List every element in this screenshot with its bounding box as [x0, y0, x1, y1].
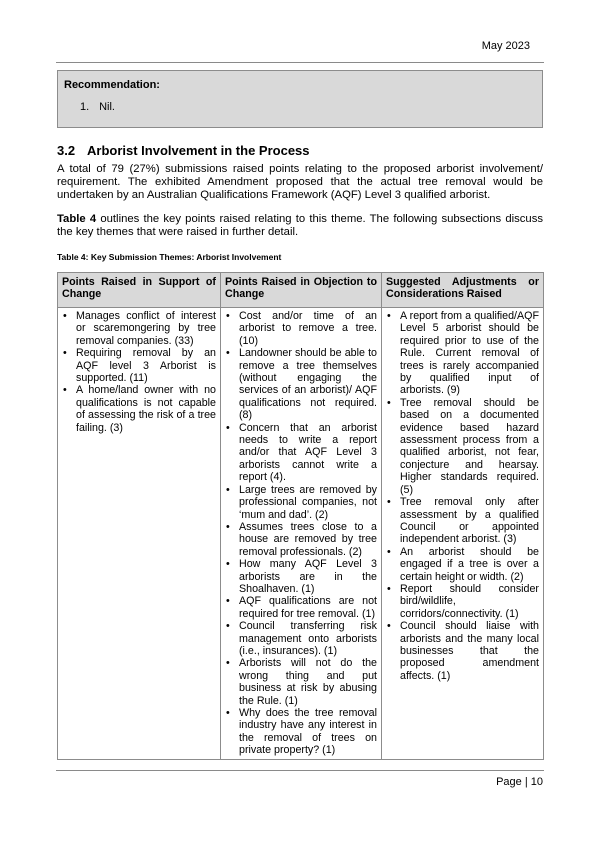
list-item-text: AQF qualifications are not required for tree removal. (1): [239, 595, 377, 620]
list-item-text: Report should consider bird/wildlife, corridors/connectivity. (1): [400, 582, 539, 620]
list-item: [223, 347, 377, 421]
list-item: [384, 496, 539, 546]
section-heading: [57, 143, 310, 158]
header-date: May 2023: [481, 40, 530, 52]
list-item-text: Council should liaise with arborists and the many local businesses that the proposed amendment affects. (1): [400, 620, 539, 682]
list-item: [223, 620, 377, 657]
list-item-text: Tree removal should be based on a documented evidence based hazard assessment process from a qualified arborist, not fear, conjecture and hearsay. Higher standards required. (5): [400, 396, 539, 496]
list-item: [223, 558, 377, 595]
bullet-icon: •: [226, 595, 230, 608]
list-item-text: Why does the tree removal industry have any interest in the removal of trees on private property? (1): [239, 707, 377, 757]
list-item: [384, 310, 539, 397]
page-number: Page | 10: [496, 776, 543, 788]
themes-table: [57, 272, 544, 760]
bullet-icon: •: [226, 558, 230, 571]
bullet-icon: •: [226, 310, 230, 322]
list-item-text: A report from a qualified/AQF Level 5 arborist should be required prior to use of the Rule. Current removal of trees is rarely accompanied by qualified input of arborists. (9): [400, 310, 539, 397]
header-objection: Points Raised in Objection to Change: [221, 273, 382, 308]
recommendation-item-number: 1.: [80, 101, 90, 113]
table-caption: Table 4: Key Submission Themes: Arborist Involvement: [57, 252, 282, 262]
list-item: [384, 546, 539, 583]
list-item: [384, 397, 539, 496]
bullet-icon: •: [226, 421, 230, 434]
list-item-text: A home/land owner with no qualifications is not capable of assessing the risk of a tree failing. (3): [76, 384, 216, 434]
list-item: [223, 484, 377, 521]
objection-list: [223, 310, 377, 757]
list-item-text: Landowner should be able to remove a tree themselves (without engaging the services of an arborist)/ AQF qualifications not required. (8): [239, 347, 377, 422]
list-item-text: Large trees are removed by professional companies, not ‘mum and dad’. (2): [239, 483, 377, 521]
bullet-icon: •: [387, 582, 391, 595]
section-number: 3.2: [57, 143, 76, 158]
header-adjustments: Suggested Adjustments or Considerations Raised: [382, 273, 544, 308]
footer-divider: [56, 770, 544, 771]
list-item-text: Council transferring risk management onto arborists (i.e., insurances). (1): [239, 620, 377, 657]
recommendation-box: [57, 70, 543, 128]
list-item: [223, 595, 377, 620]
paragraph-2-text: outlines the key points raised relating to this theme. The following subsections discuss the key themes that were raised in further detail.: [57, 213, 543, 238]
list-item-text: How many AQF Level 3 arborists are in the Shoalhaven. (1): [239, 558, 377, 595]
list-item: [223, 310, 377, 347]
list-item-text: Arborists will not do the wrong thing and put business at risk by abusing the Rule. (1): [239, 657, 377, 707]
header-support: Points Raised in Support of Change: [58, 273, 221, 308]
bullet-icon: •: [63, 310, 67, 322]
bullet-icon: •: [387, 310, 391, 322]
adjustments-cell: [382, 308, 544, 760]
section-paragraph-2: [57, 213, 543, 239]
bullet-icon: •: [226, 657, 230, 670]
list-item-text: Assumes trees close to a house are removed by tree removal professionals. (2): [239, 520, 377, 558]
list-item: [60, 384, 216, 434]
list-item-text: Manages conflict of interest or scaremongering by tree removal companies. (33): [76, 310, 216, 347]
bullet-icon: •: [63, 384, 67, 397]
list-item-text: Cost and/or time of an arborist to remove a tree. (10): [239, 310, 377, 347]
support-list: [60, 310, 216, 434]
list-item-text: Tree removal only after assessment by a qualified Council or appointed independent arborist. (3): [400, 496, 539, 546]
bullet-icon: •: [226, 347, 230, 360]
list-item-text: Concern that an arborist needs to write a report and/or that AQF Level 3 arborists cannot write a report (4).: [239, 421, 377, 484]
list-item: [223, 657, 377, 707]
bullet-icon: •: [226, 620, 230, 633]
list-item: [223, 422, 377, 484]
table-header-row: [58, 273, 544, 308]
recommendation-item: [80, 101, 115, 113]
objection-cell: [221, 308, 382, 760]
adjustments-list: [384, 310, 539, 682]
list-item-text: Requiring removal by an AQF level 3 Arborist is supported. (11): [76, 347, 216, 385]
bullet-icon: •: [226, 520, 230, 533]
list-item: [384, 583, 539, 620]
list-item: [384, 620, 539, 682]
section-paragraph-1: A total of 79 (27%) submissions raised points relating to the proposed arborist involvement/ requirement. The exhibited Amendment proposed that the actual tree removal would be undertaken by an Australian Qualifications Framework (AQF) Level 3 qualified arborist.: [57, 163, 543, 201]
list-item: [60, 347, 216, 384]
header-divider: [56, 62, 544, 63]
bullet-icon: •: [387, 545, 391, 558]
list-item: [60, 310, 216, 347]
recommendation-title: Recommendation:: [64, 79, 160, 91]
bullet-icon: •: [387, 620, 391, 633]
list-item-text: An arborist should be engaged if a tree is over a certain height or width. (2): [400, 545, 539, 583]
bullet-icon: •: [63, 347, 67, 360]
list-item: [223, 707, 377, 757]
bullet-icon: •: [387, 396, 391, 409]
bullet-icon: •: [226, 707, 230, 719]
section-title: Arborist Involvement in the Process: [87, 143, 310, 158]
table-reference: Table 4: [57, 213, 97, 225]
recommendation-item-text: Nil.: [99, 101, 115, 113]
list-item: [223, 521, 377, 558]
support-cell: [58, 308, 221, 760]
bullet-icon: •: [387, 496, 391, 509]
bullet-icon: •: [226, 483, 230, 496]
table-row: [58, 308, 544, 760]
